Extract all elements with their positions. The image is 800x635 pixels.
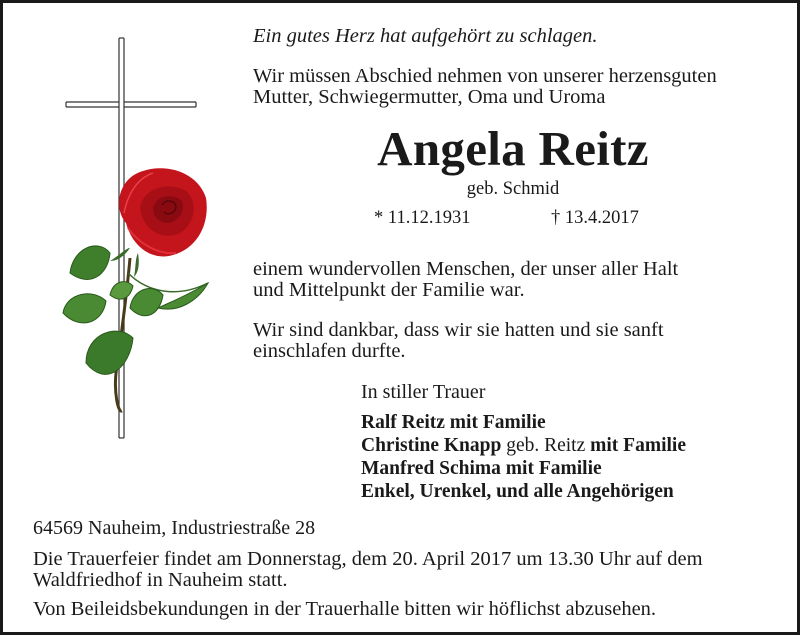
maiden-name: geb. Schmid [466, 179, 560, 199]
mourner-maiden: geb. Reitz [501, 435, 591, 456]
deceased-name: Angela Reitz [377, 121, 649, 176]
intro-text [253, 66, 717, 108]
mourners-list [361, 411, 686, 503]
motto: Ein gutes Herz hat aufgehört zu schlagen. [253, 25, 598, 47]
mourning-label: In stiller Trauer [361, 381, 486, 403]
gratitude-paragraph [253, 320, 664, 362]
mourner-line [361, 457, 686, 480]
mourner-name: Ralf Reitz mit Familie [361, 412, 546, 433]
mourner-line [361, 434, 686, 457]
mourner-name: Enkel, Urenkel, und alle Angehörigen [361, 481, 674, 502]
mourner-name: Christine Knapp [361, 435, 502, 456]
mourner-suffix: mit Familie [590, 435, 686, 456]
intro-line: Wir müssen Abschied nehmen von unserer herzensguten [253, 65, 717, 87]
death-date: † 13.4.2017 [551, 208, 639, 228]
tribute-line: und Mittelpunkt der Familie war. [253, 279, 525, 301]
gratitude-line: einschlafen durfte. [253, 340, 406, 362]
mourner-name: Manfred Schima mit Familie [361, 458, 602, 479]
funeral-info [33, 549, 703, 591]
tribute-paragraph [253, 259, 678, 301]
rose-icon [63, 168, 208, 411]
birth-date: * 11.12.1931 [374, 208, 471, 228]
funeral-line: Waldfriedhof in Nauheim statt. [33, 569, 288, 591]
condolence-note: Von Beileidsbekundungen in der Trauerhalle bitten wir höflichst abzusehen. [33, 598, 657, 620]
address: 64569 Nauheim, Industriestraße 28 [33, 517, 316, 539]
cross-and-rose-artwork [58, 33, 223, 463]
mourner-line [361, 480, 686, 503]
tribute-line: einem wundervollen Menschen, der unser aller Halt [253, 258, 679, 280]
mourner-line [361, 411, 686, 434]
intro-line: Mutter, Schwiegermutter, Oma und Uroma [253, 86, 606, 108]
funeral-line: Die Trauerfeier findet am Donnerstag, dem 20. April 2017 um 13.30 Uhr auf dem [33, 548, 703, 570]
gratitude-line: Wir sind dankbar, dass wir sie hatten und sie sanft [253, 319, 664, 341]
